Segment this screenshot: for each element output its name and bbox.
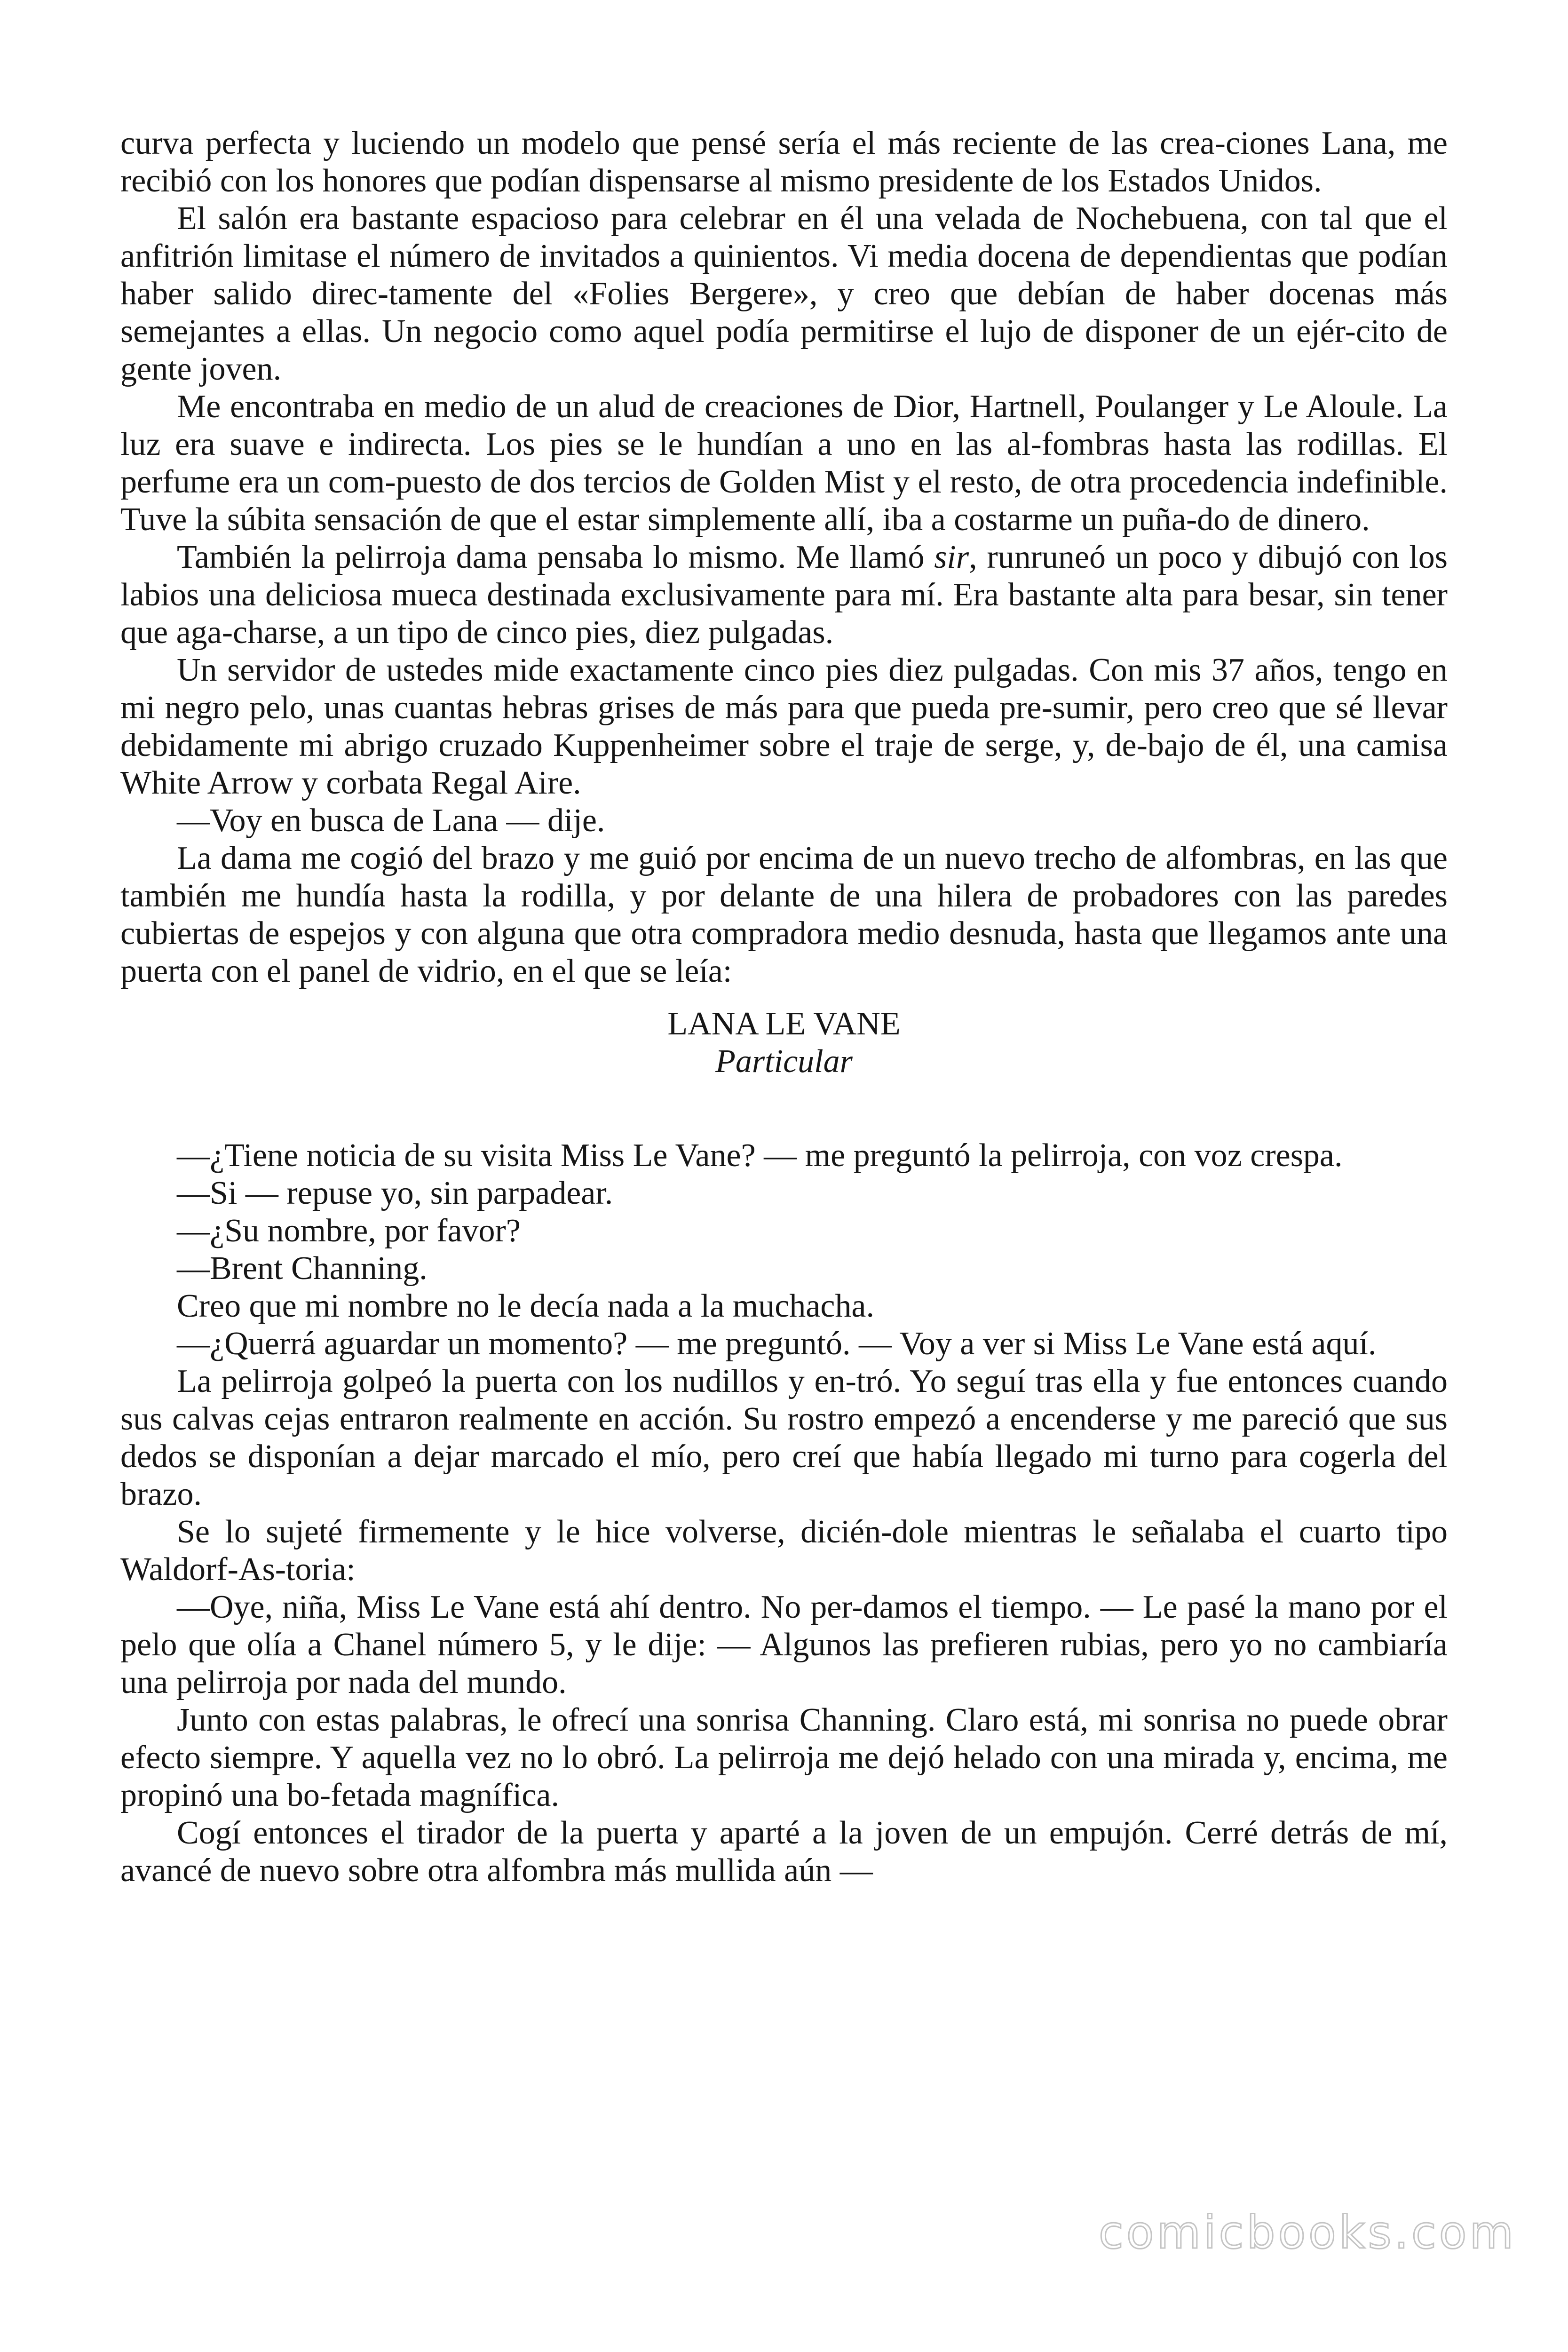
dialogue-line: —¿Su nombre, por favor? (177, 1213, 521, 1249)
book-page (120, 125, 1448, 1890)
sign-subtitle: Particular (715, 1043, 853, 1080)
paragraph-grab: Se lo sujeté firmemente y le hice volverse, dicién-dole mientras le señalaba el cuarto tipo Waldorf-As-toria: (120, 1514, 1448, 1588)
paragraph-door: La dama me cogió del brazo y me guió por encima de un nuevo trecho de alfombras, en las que también me hundía hasta la rodilla, y por delante de una hilera de probadores con las paredes cubiertas de espejos y con alguna que otra compradora medio desnuda, hasta que llegamos ante una puerta con el panel de vidrio, en el que se leía: (120, 840, 1448, 989)
paragraph-continued: curva perfecta y luciendo un modelo que pensé sería el más reciente de las crea-ciones Lana, me recibió con los honores que podían dispensarse al mismo presidente de los Estados Unidos. (120, 125, 1448, 199)
paragraph-knock: La pelirroja golpeó la puerta con los nudillos y en-tró. Yo seguí tras ella y fue entonces cuando sus calvas cejas entraron realmente en acción. Su rostro empezó a encenderse y me pareció que sus dedos se disponían a dejar marcado el mío, pero creí que había llegado mi turno para cogerla del brazo. (120, 1363, 1448, 1512)
paragraph-creations: Me encontraba en medio de un alud de creaciones de Dior, Hartnell, Poulanger y Le Aloule. La luz era suave e indirecta. Los pies se le hundían a uno en las al-fombras hasta las rodillas. El perfume era un com-puesto de dos tercios de Golden Mist y el resto, de otra procedencia indefinible. Tuve la súbita sensación de que el estar simplemente allí, iba a costarme un puña-do de dinero. (120, 389, 1448, 538)
dialogue-line: —Si — repuse yo, sin parpadear. (177, 1175, 613, 1211)
paragraph-name: Creo que mi nombre no le decía nada a la muchacha. (177, 1288, 874, 1324)
text-run: También la pelirroja dama pensaba lo mismo. Me llamó (177, 539, 934, 575)
dialogue-line: —Voy en busca de Lana — dije. (177, 803, 605, 839)
dialogue-line: —Oye, niña, Miss Le Vane está ahí dentro. No per-damos el tiempo. — Le pasé la mano por el pelo que olía a Chanel número 5, y le dije: — Algunos las prefieren rubias, pero yo no cambiaría una pelirroja por nada del mundo. (120, 1589, 1448, 1700)
site-watermark: comicbooks.com (1098, 2206, 1516, 2259)
paragraph-salon: El salón era bastante espacioso para celebrar en él una velada de Nochebuena, con tal que el anfitrión limitase el número de invitados a quinientos. Vi media docena de dependientas que podían haber salido direc-tamente del «Folies Bergere», y creo que debían de haber docenas más semejantes a ellas. Un negocio como aquel podía permitirse el lujo de disponer de un ejér-cito de gente joven. (120, 200, 1448, 387)
dialogue-line: —Brent Channing. (177, 1250, 428, 1287)
paragraph-ending: Cogí entonces el tirador de la puerta y aparté a la joven de un empujón. Cerré detrás de mí, avancé de nuevo sobre otra alfombra más mullida aún — (120, 1815, 1448, 1889)
paragraph-redhead (120, 539, 1448, 652)
sign-title: LANA LE VANE (667, 1006, 901, 1042)
door-sign (120, 1005, 1448, 1081)
paragraph-smile: Junto con estas palabras, le ofrecí una sonrisa Channing. Claro está, mi sonrisa no puede obrar efecto siempre. Y aquella vez no lo obró. La pelirroja me dejó helado con una mirada y, encima, me propinó una bo-fetada magnífica. (120, 1702, 1448, 1813)
dialogue-line: —¿Querrá aguardar un momento? — me preguntó. — Voy a ver si Miss Le Vane está aquí. (177, 1326, 1377, 1362)
text-run: , runruneó un poco y dibujó con los labios una deliciosa mueca destinada exclusivamente para mí. Era bastante alta para besar, sin tener que aga-charse, a un tipo de cinco pies, diez pulgadas. (120, 539, 1448, 651)
paragraph-height: Un servidor de ustedes mide exactamente cinco pies diez pulgadas. Con mis 37 años, tengo en mi negro pelo, unas cuantas hebras grises de más para que pueda pre-sumir, pero creo que sé llevar debidamente mi abrigo cruzado Kuppenheimer sobre el traje de serge, y, de-bajo de él, una camisa White Arrow y corbata Regal Aire. (120, 652, 1448, 801)
dialogue-line: —¿Tiene noticia de su visita Miss Le Vane? — me preguntó la pelirroja, con voz crespa. (177, 1137, 1343, 1174)
italic-word: sir (934, 539, 969, 575)
